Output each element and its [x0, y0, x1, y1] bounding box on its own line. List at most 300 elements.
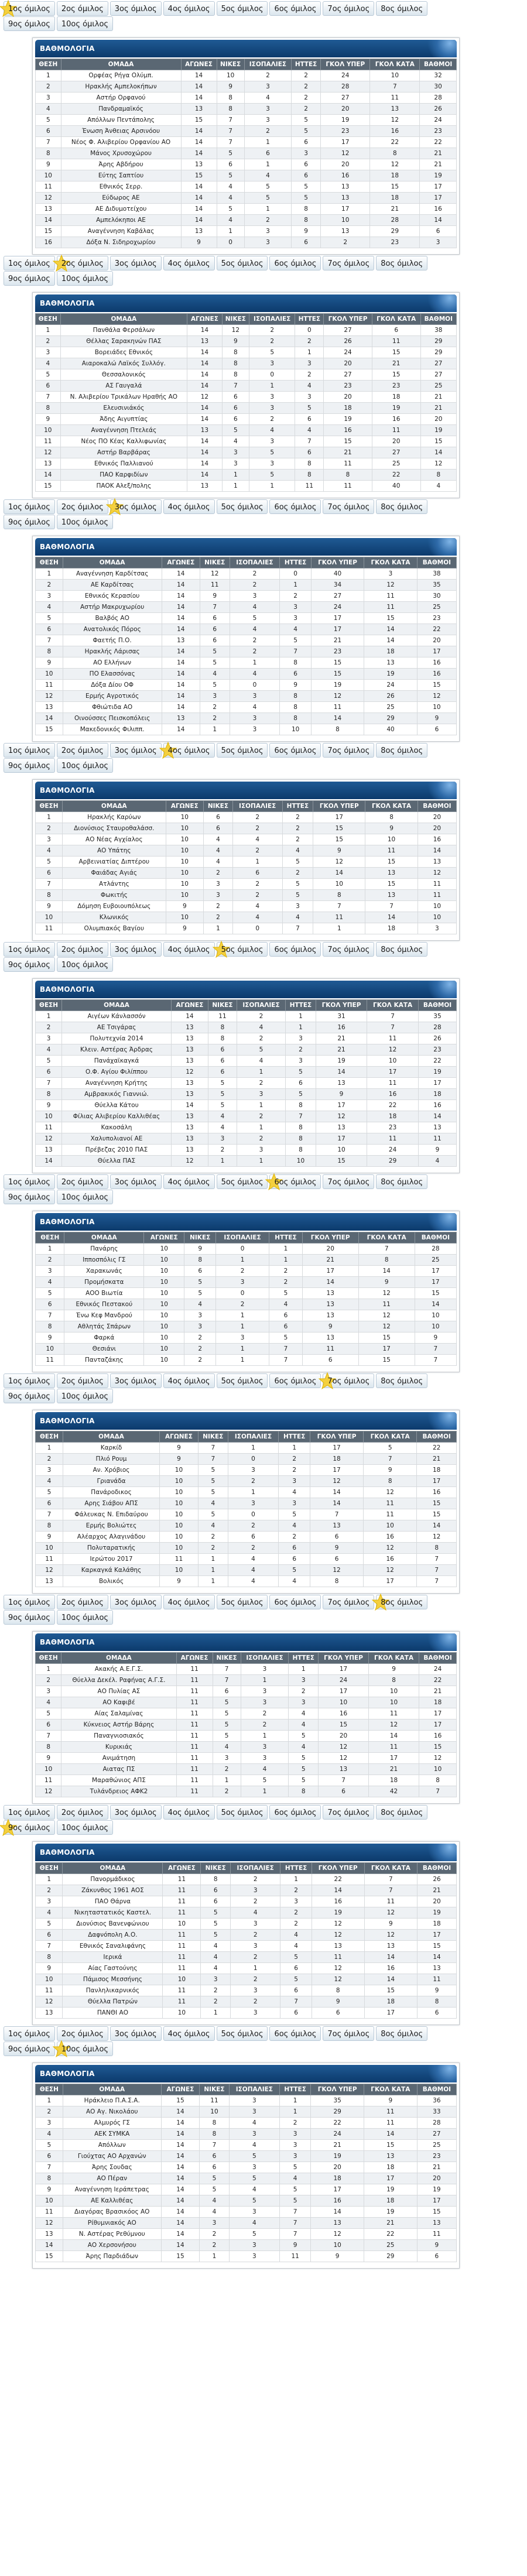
group-tab-5[interactable]: [217, 1174, 268, 1189]
group-tab-8[interactable]: [376, 2026, 427, 2041]
group-tab-1[interactable]: [4, 743, 55, 758]
table-cell: 15: [161, 2251, 199, 2262]
group-tab-5[interactable]: [217, 942, 268, 957]
table-cell: 18: [417, 1465, 457, 1476]
table-cell: 3: [280, 602, 311, 613]
table-cell: 2: [216, 1266, 269, 1277]
group-tab-2[interactable]: [57, 1174, 108, 1189]
table-cell: 1: [295, 347, 324, 358]
table-cell: 8: [292, 215, 321, 226]
group-tab-3[interactable]: [110, 499, 162, 514]
group-tab-6[interactable]: [269, 2026, 321, 2041]
team-name: ΑΣ Γαυγαλά: [60, 381, 187, 392]
group-tab-1[interactable]: [4, 256, 55, 270]
group-tabs: [0, 1804, 475, 1837]
table-cell: 5: [213, 1719, 241, 1731]
column-header: ΓΚΟΛ ΚΑΤΑ: [364, 557, 418, 568]
group-tab-6[interactable]: [269, 743, 321, 758]
table-cell: 14: [181, 70, 217, 81]
group-tab-4[interactable]: [163, 1373, 215, 1388]
table-cell: 4: [217, 181, 244, 193]
table-cell: 28: [321, 81, 370, 93]
group-tab-10[interactable]: [57, 1389, 113, 1403]
table-cell: 11: [36, 1122, 62, 1133]
group-tab-1[interactable]: [4, 942, 55, 957]
table-cell: 4: [282, 845, 313, 857]
column-header: ΙΣΟΠΑΛΙΕΣ: [232, 801, 282, 812]
group-tab-2[interactable]: [57, 743, 108, 758]
group-tab-7[interactable]: [323, 2026, 374, 2041]
group-tab-9[interactable]: [4, 515, 55, 529]
group-tab-9[interactable]: [4, 758, 55, 773]
table-cell: 3: [241, 1697, 289, 1708]
table-cell: 11: [163, 1985, 201, 1996]
group-tab-8[interactable]: [376, 1373, 427, 1388]
table-cell: 21: [420, 392, 456, 403]
table-cell: 10: [160, 1476, 199, 1487]
group-tab-label: 6ος όμιλος: [274, 1178, 317, 1187]
table-cell: 12: [319, 1753, 369, 1764]
table-cell: 7: [364, 1885, 417, 1896]
table-cell: 16: [364, 1554, 417, 1565]
table-cell: 12: [364, 1930, 417, 1941]
table-cell: 5: [229, 2229, 279, 2240]
table-cell: 5: [279, 2184, 311, 2195]
table-cell: 2: [201, 1996, 230, 2008]
table-cell: 9: [160, 1443, 199, 1454]
group-tab-9[interactable]: [4, 1190, 55, 1204]
group-tab-8[interactable]: [376, 1595, 427, 1609]
group-tab-2[interactable]: [57, 1, 108, 16]
table-cell: 17: [415, 1277, 456, 1288]
group-tab-4[interactable]: [163, 1805, 215, 1820]
group-tab-3[interactable]: [110, 1805, 162, 1820]
table-cell: 36: [417, 2095, 456, 2106]
group-tab-4[interactable]: [163, 499, 215, 514]
standings-group-8: [0, 1594, 527, 1804]
team-name: ΑΟ Πυλίας ΑΣ: [61, 1686, 176, 1697]
table-cell: 14: [187, 403, 223, 414]
table-cell: 16: [311, 2195, 364, 2207]
group-tab-6[interactable]: [269, 1174, 321, 1189]
panel-header: [35, 782, 457, 799]
table-cell: 8: [222, 358, 249, 369]
standings-panel: [32, 978, 460, 1173]
table-cell: 4: [184, 1299, 216, 1310]
table-row: [36, 1476, 457, 1487]
group-tab-7[interactable]: [323, 499, 374, 514]
table-cell: 10: [419, 1764, 457, 1775]
table-cell: 8: [286, 1133, 316, 1145]
table-cell: 10: [144, 1244, 184, 1255]
group-tab-8[interactable]: [376, 942, 427, 957]
table-cell: 14: [161, 2195, 199, 2207]
group-tab-6[interactable]: [269, 256, 321, 270]
team-name: Πανδραμαϊκός: [61, 104, 181, 115]
table-cell: 11: [365, 845, 418, 857]
table-row: [36, 170, 457, 181]
table-cell: 19: [324, 414, 372, 425]
table-cell: 19: [364, 2184, 417, 2195]
group-tab-label: 4ος όμιλος: [167, 5, 210, 13]
table-cell: 14: [181, 126, 217, 137]
table-cell: 18: [368, 1775, 419, 1786]
table-cell: 8: [36, 890, 63, 901]
group-tab-1[interactable]: [4, 1373, 55, 1388]
table-cell: 11: [418, 1974, 457, 1985]
table-cell: 5: [364, 1443, 417, 1454]
table-cell: 2: [237, 1078, 285, 1089]
table-row: [36, 436, 457, 447]
table-cell: 12: [312, 1919, 364, 1930]
table-cell: 6: [310, 1532, 364, 1543]
group-tab-5[interactable]: [217, 1373, 268, 1388]
table-cell: 16: [36, 237, 61, 248]
table-cell: 2: [230, 1874, 280, 1885]
group-tab-8[interactable]: [376, 1174, 427, 1189]
group-tab-1[interactable]: [4, 1595, 55, 1609]
group-tab-10[interactable]: [57, 16, 113, 31]
group-tab-label: 10ος όμιλος: [61, 1392, 109, 1401]
group-tab-7[interactable]: [323, 1805, 374, 1820]
table-cell: 5: [289, 1731, 319, 1742]
table-cell: 7: [358, 1244, 415, 1255]
group-tab-1[interactable]: [4, 1, 55, 16]
table-cell: 10: [166, 868, 203, 879]
table-cell: 1: [198, 1554, 228, 1565]
table-cell: 17: [420, 193, 457, 204]
group-tab-label: 4ος όμιλος: [167, 1178, 210, 1187]
table-cell: 4: [213, 1742, 241, 1753]
group-tab-1[interactable]: [4, 499, 55, 514]
group-tab-9[interactable]: [4, 1389, 55, 1403]
table-cell: 11: [176, 1742, 213, 1753]
group-tab-2[interactable]: [57, 256, 108, 270]
table-cell: 9: [36, 901, 63, 912]
table-cell: 14: [316, 1067, 367, 1078]
group-tab-7[interactable]: [323, 743, 374, 758]
table-cell: 13: [370, 104, 420, 115]
table-row: [36, 1996, 457, 2008]
table-cell: 14: [187, 470, 223, 481]
group-tab-2[interactable]: [57, 1595, 108, 1609]
table-cell: 6: [279, 1543, 310, 1554]
table-cell: 2: [36, 580, 63, 591]
group-tab-6[interactable]: [269, 1805, 321, 1820]
group-tab-8[interactable]: [376, 1805, 427, 1820]
column-header: ΘΕΣΗ: [36, 1000, 62, 1011]
table-cell: 5: [200, 646, 230, 657]
group-tab-6[interactable]: [269, 1595, 321, 1609]
table-row: [36, 381, 457, 392]
group-tab-10[interactable]: [57, 1610, 113, 1625]
table-row: [36, 1487, 457, 1498]
table-cell: 5: [292, 193, 321, 204]
column-header: ΟΜΑΔΑ: [62, 1000, 172, 1011]
group-tab-7[interactable]: [323, 1595, 374, 1609]
table-row: [36, 237, 457, 248]
group-tab-7[interactable]: [323, 1174, 374, 1189]
group-tab-7[interactable]: [323, 1373, 374, 1388]
group-tab-3[interactable]: [110, 942, 162, 957]
group-tab-5[interactable]: [217, 743, 268, 758]
table-cell: 11: [368, 1742, 419, 1753]
table-cell: 4: [198, 1498, 228, 1509]
panel-title: ΒΑΘΜΟΛΟΓΙΑ: [40, 1638, 95, 1646]
table-cell: 2: [292, 104, 321, 115]
group-tab-4[interactable]: [163, 2026, 215, 2041]
column-header: ΙΣΟΠΑΛΙΕΣ: [229, 2084, 279, 2095]
table-cell: 8: [368, 1675, 419, 1686]
table-cell: 8: [364, 1476, 417, 1487]
column-header: ΒΑΘΜΟΙ: [420, 314, 456, 325]
table-cell: 13: [36, 702, 63, 713]
table-cell: 10: [313, 879, 365, 890]
group-tab-10[interactable]: [57, 515, 113, 529]
table-cell: 6: [184, 1266, 216, 1277]
group-tab-label: 2ος όμιλος: [61, 746, 104, 755]
group-tab-label: 5ος όμιλος: [221, 1808, 264, 1817]
table-cell: 11: [176, 1764, 213, 1775]
group-tab-5[interactable]: [217, 1805, 268, 1820]
table-cell: 8: [418, 1996, 457, 2008]
table-cell: 13: [36, 2008, 63, 2019]
table-cell: 15: [420, 436, 456, 447]
group-tab-3[interactable]: [110, 2026, 162, 2041]
table-cell: 6: [36, 1067, 62, 1078]
table-cell: 4: [204, 857, 233, 868]
group-tab-4[interactable]: [163, 1595, 215, 1609]
table-cell: 1: [198, 1576, 228, 1587]
table-row: [36, 2095, 457, 2106]
table-cell: 15: [36, 481, 61, 492]
group-tab-5[interactable]: [217, 1, 268, 16]
table-cell: 8: [208, 1022, 237, 1033]
table-cell: 0: [230, 680, 280, 691]
table-cell: 2: [241, 1719, 289, 1731]
group-tab-6[interactable]: [269, 942, 321, 957]
group-tab-2[interactable]: [57, 942, 108, 957]
header-gloss: [422, 40, 457, 57]
group-tab-label: 7ος όμιλος: [327, 1178, 370, 1187]
table-row: [36, 1498, 457, 1509]
group-tab-10[interactable]: [57, 271, 113, 286]
table-cell: 14: [364, 635, 418, 646]
group-tab-10[interactable]: [57, 1820, 113, 1835]
table-cell: 3: [249, 403, 295, 414]
table-row: [36, 181, 457, 193]
table-header-row: [36, 1431, 457, 1443]
table-cell: 14: [162, 691, 200, 702]
table-cell: 3: [280, 1896, 312, 1907]
table-cell: 11: [311, 702, 364, 713]
table-cell: 3: [229, 2162, 279, 2173]
table-cell: 4: [244, 170, 291, 181]
table-cell: 15: [372, 347, 420, 358]
group-tab-6[interactable]: [269, 1373, 321, 1388]
table-cell: 14: [161, 2129, 199, 2140]
table-cell: 12: [368, 1719, 419, 1731]
group-tab-1[interactable]: [4, 1805, 55, 1820]
table-row: [36, 2229, 457, 2240]
team-name: Αστήρ Βαρβάρας: [60, 447, 187, 458]
table-cell: 14: [302, 1277, 358, 1288]
table-cell: 33: [417, 2106, 456, 2118]
table-cell: 2: [280, 1907, 312, 1919]
table-row: [36, 1896, 457, 1907]
group-tab-3[interactable]: [110, 256, 162, 270]
group-tab-5[interactable]: [217, 256, 268, 270]
table-cell: 26: [418, 1874, 457, 1885]
table-row: [36, 890, 457, 901]
table-cell: 12: [358, 1288, 415, 1299]
table-header-row: [36, 1863, 457, 1874]
table-cell: 16: [324, 425, 372, 436]
group-tab-4[interactable]: [163, 942, 215, 957]
group-tab-7[interactable]: [323, 256, 374, 270]
team-name: Φαετής Π.Ο.: [63, 635, 162, 646]
group-tab-8[interactable]: [376, 1, 427, 16]
group-tab-10[interactable]: [57, 758, 113, 773]
table-cell: 26: [364, 691, 418, 702]
table-cell: 2: [295, 336, 324, 347]
group-tab-9[interactable]: [4, 16, 55, 31]
table-cell: 14: [364, 1974, 417, 1985]
group-tab-1[interactable]: [4, 1174, 55, 1189]
group-tab-3[interactable]: [110, 743, 162, 758]
table-cell: 25: [417, 2140, 456, 2151]
table-row: [36, 1941, 457, 1952]
table-cell: 2: [230, 580, 280, 591]
table-row: [36, 2151, 457, 2162]
table-cell: 4: [244, 93, 291, 104]
table-cell: 14: [161, 2162, 199, 2173]
group-tab-7[interactable]: [323, 1, 374, 16]
group-tab-9[interactable]: [4, 957, 55, 972]
team-name: Άρης Παρδιάδων: [63, 2251, 161, 2262]
team-name: Εύδωρος ΑΕ: [61, 193, 181, 204]
table-cell: 8: [200, 2129, 230, 2140]
group-tab-2[interactable]: [57, 1373, 108, 1388]
table-cell: 6: [208, 1067, 237, 1078]
table-row: [36, 215, 457, 226]
table-cell: 21: [372, 358, 420, 369]
table-cell: 14: [162, 580, 200, 591]
header-gloss: [422, 1844, 457, 1861]
group-tab-4[interactable]: [163, 256, 215, 270]
table-cell: 4: [289, 1742, 319, 1753]
table-cell: 5: [36, 369, 61, 381]
table-cell: 4: [36, 1044, 62, 1056]
group-tab-label: 9ος όμιλος: [8, 961, 50, 970]
table-cell: 15: [370, 181, 420, 193]
group-tab-4[interactable]: [163, 1174, 215, 1189]
group-tab-5[interactable]: [217, 1595, 268, 1609]
team-name: Διαγόρας Βρασικόος ΑΟ: [63, 2207, 161, 2218]
table-cell: 25: [420, 381, 456, 392]
group-tab-9[interactable]: [4, 271, 55, 286]
group-tab-10[interactable]: [57, 957, 113, 972]
table-row: [36, 2129, 457, 2140]
table-cell: 15: [313, 834, 365, 845]
group-tab-2[interactable]: [57, 499, 108, 514]
group-tab-5[interactable]: [217, 499, 268, 514]
group-tab-10[interactable]: [57, 1190, 113, 1204]
group-tab-4[interactable]: [163, 743, 215, 758]
group-tab-1[interactable]: [4, 2026, 55, 2041]
group-tab-2[interactable]: [57, 1805, 108, 1820]
group-tab-9[interactable]: [4, 1610, 55, 1625]
table-cell: 14: [161, 2240, 199, 2251]
table-cell: 14: [364, 2129, 417, 2140]
table-cell: 15: [319, 1719, 369, 1731]
group-tab-label: 3ος όμιλος: [114, 5, 157, 13]
group-tab-8[interactable]: [376, 499, 427, 514]
group-tab-4[interactable]: [163, 1, 215, 16]
table-cell: 6: [200, 2162, 230, 2173]
group-tab-9[interactable]: [4, 2041, 55, 2056]
table-cell: 14: [418, 1111, 456, 1122]
table-cell: 6: [36, 2151, 63, 2162]
group-tab-8[interactable]: [376, 256, 427, 270]
table-cell: 2: [36, 81, 61, 93]
standings-panel: [32, 536, 460, 742]
table-cell: 7: [269, 1355, 303, 1366]
group-tab-6[interactable]: [269, 1, 321, 16]
table-cell: 6: [222, 403, 249, 414]
group-tab-3[interactable]: [110, 1373, 162, 1388]
table-cell: 11: [370, 93, 420, 104]
group-tab-7[interactable]: [323, 942, 374, 957]
table-cell: 14: [162, 724, 200, 735]
group-tab-5[interactable]: [217, 2026, 268, 2041]
group-tab-9[interactable]: [4, 1820, 55, 1835]
group-tab-8[interactable]: [376, 743, 427, 758]
table-cell: 1: [237, 1156, 285, 1167]
table-cell: 13: [418, 857, 456, 868]
table-cell: 5: [282, 857, 313, 868]
group-tab-3[interactable]: [110, 1, 162, 16]
table-cell: 30: [420, 81, 457, 93]
column-header: ΒΑΘΜΟΙ: [419, 1653, 457, 1664]
table-cell: 3: [279, 1498, 310, 1509]
column-header: ΑΓΩΝΕΣ: [187, 314, 223, 325]
table-cell: 5: [241, 1775, 289, 1786]
table-cell: 14: [181, 148, 217, 159]
table-cell: 8: [36, 1321, 64, 1332]
table-cell: 14: [161, 2207, 199, 2218]
group-tab-6[interactable]: [269, 499, 321, 514]
table-cell: 2: [244, 70, 291, 81]
group-tab-3[interactable]: [110, 1595, 162, 1609]
table-cell: 4: [229, 2184, 279, 2195]
group-tab-2[interactable]: [57, 2026, 108, 2041]
team-name: Ν. Αστέρας Ρεθύμνου: [63, 2229, 161, 2240]
table-cell: 13: [316, 1078, 367, 1089]
table-cell: 13: [36, 2229, 63, 2240]
table-cell: 6: [204, 812, 233, 823]
table-cell: 16: [420, 204, 457, 215]
group-tab-10[interactable]: [57, 2041, 113, 2056]
table-row: [36, 2118, 457, 2129]
table-row: [36, 1675, 457, 1686]
table-cell: 4: [204, 845, 233, 857]
group-tab-3[interactable]: [110, 1174, 162, 1189]
table-header-row: [36, 1653, 457, 1664]
table-cell: 3: [229, 2106, 279, 2118]
table-row: [36, 2251, 457, 2262]
table-cell: 10: [321, 215, 370, 226]
